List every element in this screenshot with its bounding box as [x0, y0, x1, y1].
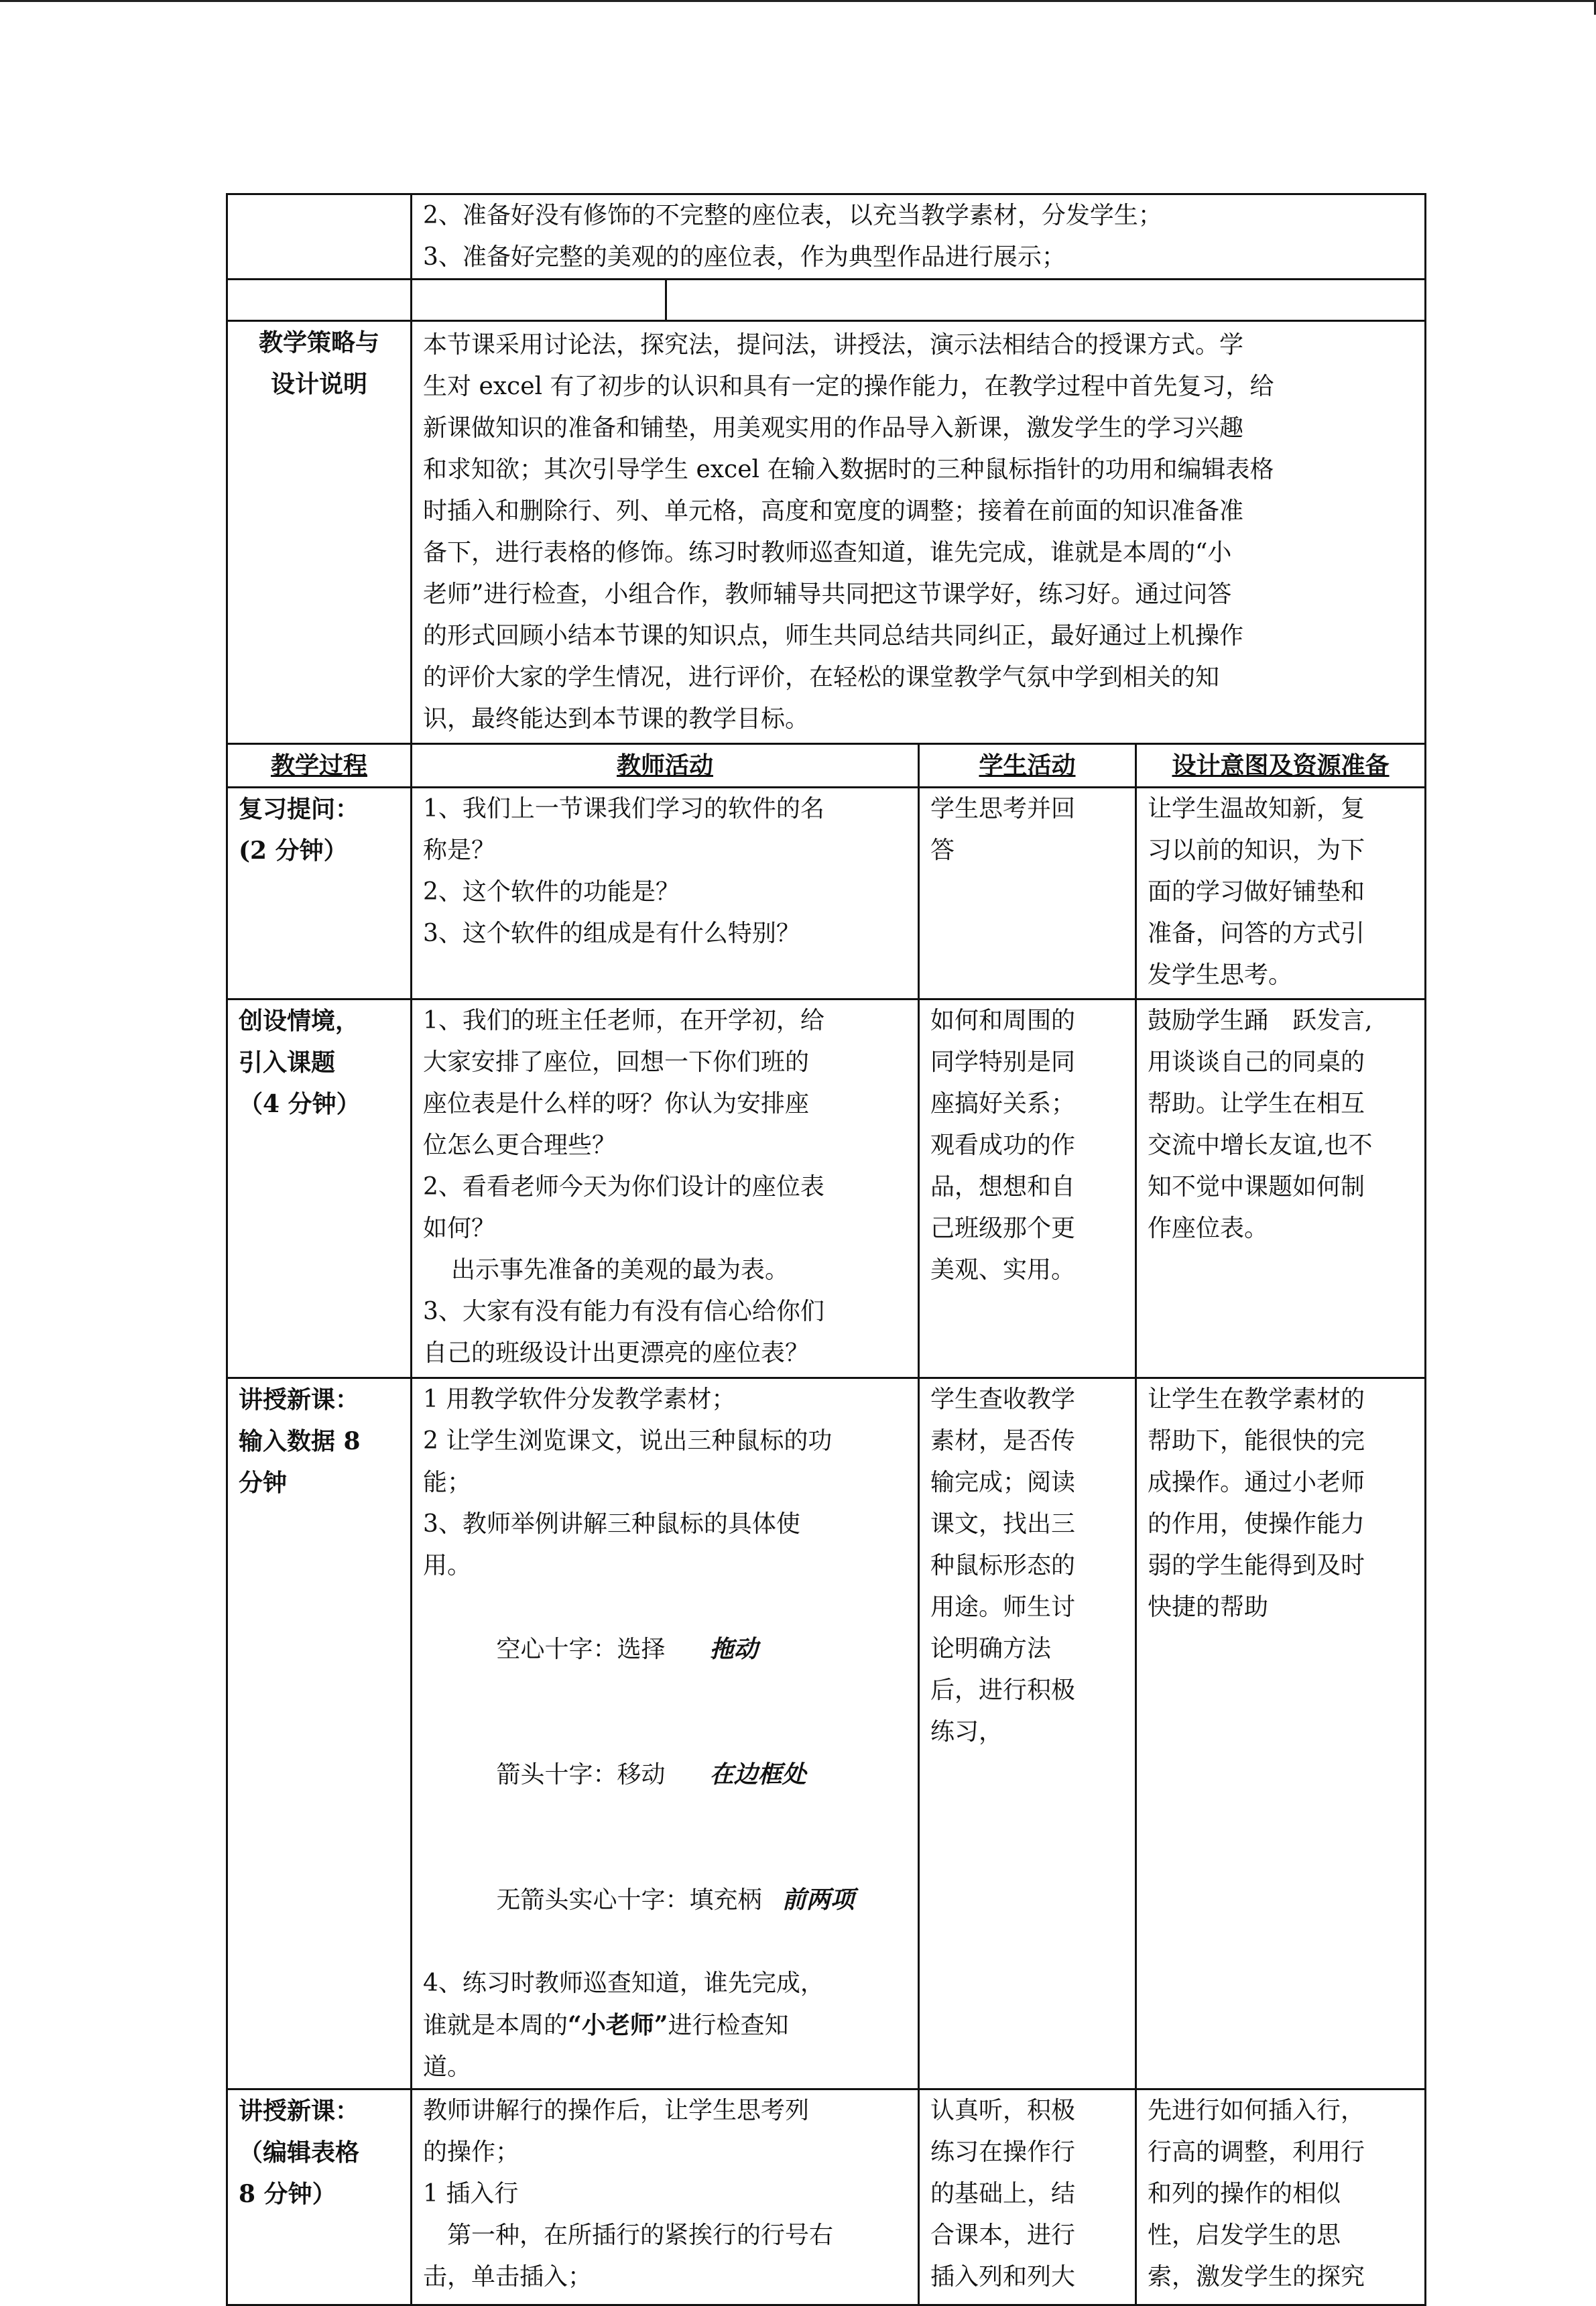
stage-line: 引入课题	[239, 1048, 336, 1077]
student-line: 如何和周围的	[930, 1007, 1076, 1034]
design-line: 让学生在教学素材的	[1148, 1386, 1365, 1413]
design-line: 让学生温故知新，复	[1148, 795, 1365, 823]
design-line: 习以前的知识，为下	[1148, 837, 1365, 864]
strategy-row	[227, 321, 1426, 744]
strategy-label-line: 设计说明	[270, 370, 367, 398]
stage-line: (2 分钟）	[239, 837, 348, 865]
strategy-line: 的形式回顾小结本节课的知识点，师生共同总结共同纠正，最好通过上机操作	[423, 622, 1244, 650]
design-line: 帮助下，能很快的完	[1148, 1427, 1365, 1455]
strategy-content	[412, 321, 1426, 744]
scenario-teacher	[412, 999, 919, 1378]
design-line: 的作用，使操作能力	[1148, 1510, 1365, 1538]
student-line: 用途。师生讨	[930, 1593, 1076, 1621]
strategy-line: 生对 excel 有了初步的认识和具有一定的操作能力，在教学过程中首先复习，给	[423, 373, 1274, 400]
input-row	[227, 1378, 1426, 2089]
teacher-line: 位怎么更合理些？	[423, 1132, 617, 1159]
review-design	[1136, 788, 1426, 999]
prep-content-cell	[412, 194, 1426, 280]
header-process: 教学过程	[227, 744, 412, 788]
teacher-line: 能；	[423, 1469, 472, 1496]
stage-line: （编辑表格	[239, 2138, 360, 2167]
input-teacher	[412, 1378, 919, 2089]
student-line: 论明确方法	[930, 1635, 1052, 1662]
student-line: 插入列和列大	[930, 2263, 1076, 2291]
text-run: 进行检查知	[668, 2012, 789, 2039]
stage-line: 分钟	[239, 1469, 288, 1497]
lesson-plan-table	[226, 193, 1426, 2306]
student-line: 素材，是否传	[930, 1427, 1076, 1455]
teacher-line: 2 让学生浏览课文，说出三种鼠标的功	[423, 1427, 833, 1455]
design-line: 成操作。通过小老师	[1148, 1469, 1365, 1496]
scenario-design	[1136, 999, 1426, 1378]
input-design	[1136, 1378, 1426, 2089]
student-line: 座搞好关系；	[930, 1090, 1076, 1117]
stage-line: 输入数据 8	[239, 1427, 361, 1455]
design-line: 索，激发学生的探究	[1148, 2263, 1365, 2291]
edit-design	[1136, 2089, 1426, 2305]
student-line: 答	[930, 837, 955, 864]
teacher-line: 3、大家有没有能力有没有信心给你们	[423, 1298, 824, 1325]
student-line: 美观、实用。	[930, 1256, 1076, 1284]
teacher-line: 出示事先准备的美观的最为表。	[451, 1256, 790, 1284]
student-line: 观看成功的作	[930, 1132, 1076, 1159]
strategy-label	[227, 321, 412, 744]
student-line: 的基础上，结	[930, 2180, 1076, 2207]
student-line: 学生思考并回	[930, 795, 1076, 823]
cursor-label: 箭头十字：移动	[496, 1761, 666, 1788]
prep-line: 3、准备好完整的美观的的座位表，作为典型作品进行展示；	[423, 243, 1066, 271]
teacher-line	[423, 2004, 907, 2047]
stage-line: 8 分钟）	[239, 2180, 336, 2208]
design-line: 弱的学生能得到及时	[1148, 1552, 1365, 1579]
student-line: 己班级那个更	[930, 1215, 1076, 1242]
review-teacher	[412, 788, 919, 999]
review-student	[919, 788, 1136, 999]
teacher-line: 1、我们的班主任老师，在开学初，给	[423, 1007, 824, 1034]
teacher-line: 称是？	[423, 837, 496, 864]
teacher-line: 击，单击插入；	[423, 2263, 593, 2291]
teacher-line: 2、看看老师今天为你们设计的座位表	[423, 1173, 824, 1201]
prep-line: 2、准备好没有修饰的不完整的座位表，以充当教学素材，分发学生；	[423, 202, 1162, 229]
edit-stage	[227, 2089, 412, 2305]
blank-row	[227, 280, 1426, 321]
input-stage	[227, 1378, 412, 2089]
strategy-line: 新课做知识的准备和铺垫，用美观实用的作品导入新课，激发学生的学习兴趣	[423, 414, 1244, 442]
scenario-student	[919, 999, 1136, 1378]
design-line: 作座位表。	[1148, 1215, 1269, 1242]
little-teacher-emphasis: “小老师”	[568, 2011, 668, 2039]
teacher-line: 如何？	[423, 1215, 496, 1242]
design-line: 和列的操作的相似	[1148, 2180, 1341, 2207]
design-line: 帮助。让学生在相互	[1148, 1090, 1365, 1117]
scenario-row	[227, 999, 1426, 1378]
strategy-line: 识，最终能达到本节课的教学目标。	[423, 705, 810, 733]
blank-cell	[227, 280, 412, 321]
cursor-action: 在边框处	[709, 1760, 806, 1788]
student-line: 品，想想和自	[930, 1173, 1076, 1201]
strategy-line: 本节课采用讨论法，探究法，提问法，讲授法，演示法相结合的授课方式。学	[423, 331, 1244, 359]
header-student: 学生活动	[919, 744, 1136, 788]
teacher-line: 的操作；	[423, 2138, 520, 2166]
student-line: 学生查收教学	[930, 1386, 1076, 1413]
teacher-line: 1 用教学软件分发教学素材；	[423, 1386, 736, 1413]
blank-cell	[666, 280, 1426, 321]
stage-line: （4 分钟）	[239, 1090, 361, 1118]
design-line: 面的学习做好铺垫和	[1148, 878, 1365, 906]
header-design: 设计意图及资源准备	[1136, 744, 1426, 788]
text-run: 谁就是本周的	[423, 2012, 568, 2039]
cursor-line	[423, 1587, 907, 1712]
design-line: 用谈谈自己的同桌的	[1148, 1048, 1365, 1076]
design-line: 性，启发学生的思	[1148, 2222, 1341, 2249]
header-row	[227, 744, 1426, 788]
student-line: 练习，	[930, 1718, 1003, 1746]
stage-line: 讲授新课：	[239, 2097, 360, 2125]
blank-cell	[412, 280, 666, 321]
teacher-line: 1、我们上一节课我们学习的软件的名	[423, 795, 824, 823]
student-line: 练习在操作行	[930, 2138, 1076, 2166]
design-line: 先进行如何插入行，	[1148, 2097, 1365, 2124]
cursor-label: 空心十字：选择	[496, 1636, 666, 1663]
design-line: 准备，问答的方式引	[1148, 920, 1365, 947]
strategy-line: 老师”进行检查，小组合作，教师辅导共同把这节课学好，练习好。通过问答	[423, 581, 1232, 608]
prep-label-cell	[227, 194, 412, 280]
stage-line: 复习提问：	[239, 795, 360, 823]
teacher-line: 3、这个软件的组成是有什么特别？	[423, 920, 800, 947]
student-line: 认真听，积极	[930, 2097, 1076, 2124]
teacher-line: 1 插入行	[423, 2180, 519, 2207]
strategy-line: 的评价大家的学生情况，进行评价，在轻松的课堂教学气氛中学到相关的知	[423, 664, 1220, 691]
teacher-line: 道。	[423, 2053, 472, 2081]
page-top-border	[0, 0, 1596, 2]
teacher-line: 大家安排了座位，回想一下你们班的	[423, 1048, 810, 1076]
design-line: 发学生思考。	[1148, 961, 1293, 989]
prep-row	[227, 194, 1426, 280]
strategy-line: 时插入和删除行、列、单元格，高度和宽度的调整；接着在前面的知识准备准	[423, 497, 1244, 525]
teacher-line: 2、这个软件的功能是？	[423, 878, 680, 906]
cursor-label: 无箭头实心十字：填充柄	[496, 1886, 762, 1914]
cursor-line	[423, 1837, 907, 1963]
design-line: 快捷的帮助	[1148, 1593, 1269, 1621]
student-line: 种鼠标形态的	[930, 1552, 1076, 1579]
strategy-label-line: 教学策略与	[258, 328, 379, 357]
teacher-line: 教师讲解行的操作后，让学生思考列	[423, 2097, 810, 2124]
edit-row	[227, 2089, 1426, 2305]
header-teacher: 教师活动	[412, 744, 919, 788]
scenario-stage	[227, 999, 412, 1378]
teacher-line: 第一种，在所插行的紧挨行的行号右	[423, 2222, 834, 2249]
teacher-line: 座位表是什么样的呀？你认为安排座	[423, 1090, 810, 1117]
student-line: 后，进行积极	[930, 1677, 1076, 1704]
teacher-line: 用。	[423, 1552, 472, 1579]
cursor-line	[423, 1712, 907, 1837]
strategy-line: 和求知欲；其次引导学生 excel 在输入数据时的三种鼠标指针的功用和编辑表格	[423, 456, 1274, 483]
input-student	[919, 1378, 1136, 2089]
edit-student	[919, 2089, 1136, 2305]
teacher-line: 4、练习时教师巡查知道，谁先完成，	[423, 1969, 824, 1997]
review-stage	[227, 788, 412, 999]
review-row	[227, 788, 1426, 999]
student-line: 输完成；阅读	[930, 1469, 1076, 1496]
cursor-action: 前两项	[782, 1886, 855, 1914]
design-line: 交流中增长友谊,也不	[1148, 1132, 1373, 1159]
edit-teacher	[412, 2089, 919, 2305]
design-line: 鼓励学生踊 跃发言,	[1148, 1007, 1373, 1034]
strategy-line: 备下，进行表格的修饰。练习时教师巡查知道，谁先完成，谁就是本周的“小	[423, 539, 1232, 566]
stage-line: 创设情境，	[239, 1007, 360, 1035]
cursor-action: 拖动	[709, 1635, 758, 1663]
teacher-line: 3、教师举例讲解三种鼠标的具体使	[423, 1510, 800, 1538]
student-line: 合课本，进行	[930, 2222, 1076, 2249]
student-line: 同学特别是同	[930, 1048, 1076, 1076]
design-line: 知不觉中课题如何制	[1148, 1173, 1365, 1201]
student-line: 课文，找出三	[930, 1510, 1076, 1538]
teacher-line: 自己的班级设计出更漂亮的座位表？	[423, 1339, 810, 1367]
design-line: 行高的调整，利用行	[1148, 2138, 1365, 2166]
stage-line: 讲授新课：	[239, 1386, 360, 1414]
